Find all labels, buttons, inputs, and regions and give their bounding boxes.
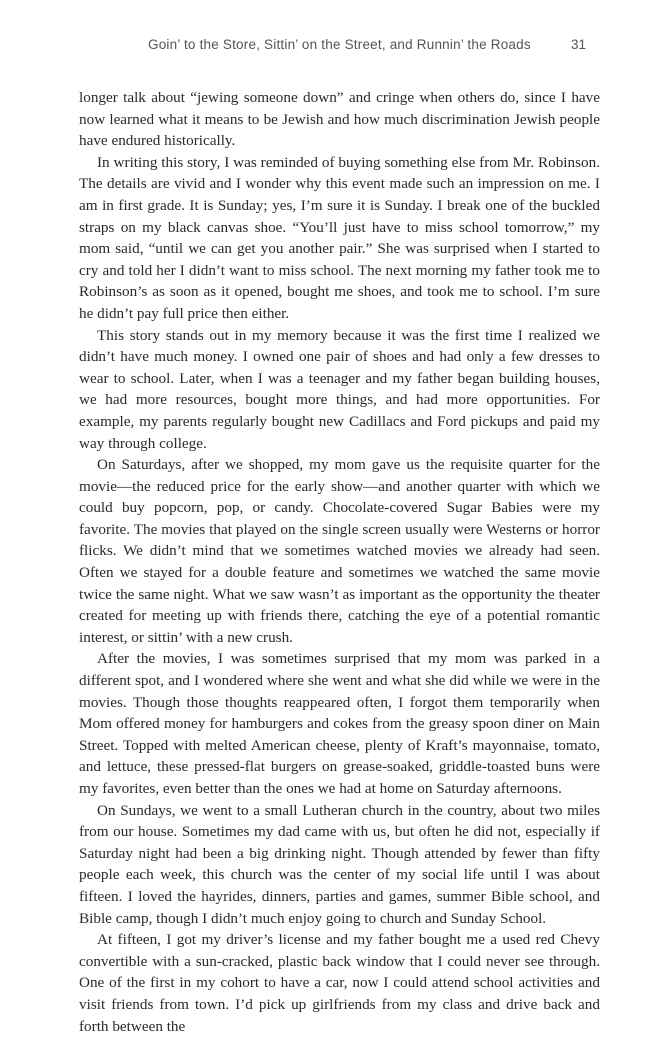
paragraph: longer talk about “jewing someone down” and cringe when others do, since I have now learned what it means to be Jewish and how much discrimination Jewish people have endured historically. [79, 89, 600, 150]
paragraph: At fifteen, I got my driver’s license and my father bought me a used red Chevy convertible with a sun-cracked, plastic back window that I could never see through. One of the first in my cohort to have a car, now I could attend school activities and visit friends from town. I’d pick up girlfriends from my class and drive back and forth between the [79, 931, 600, 1035]
running-title: Goin’ to the Store, Sittin’ on the Street, and Runnin’ the Roads [148, 37, 531, 52]
paragraph: After the movies, I was sometimes surprised that my mom was parked in a different spot, and I wondered where she went and what she did while we were in the movies. Though those thoughts reappeared often, I forgot them temporarily when Mom offered money for hamburgers and cokes from the greasy spoon diner on Main Street. Topped with melted American cheese, plenty of Kraft’s mayonnaise, tomato, and lettuce, these pressed-flat burgers on grease-soaked, griddle-toasted buns were my favorites, even better than the ones we had at home on Saturday afternoons. [79, 650, 600, 797]
paragraph: On Saturdays, after we shopped, my mom gave us the requisite quarter for the movie—the reduced price for the early show—and another quarter with which we could buy popcorn, pop, or candy. Chocolate-covered Sugar Babies were my favorite. The movies that played on the single screen usually were Westerns or horror flicks. We didn’t mind that we sometimes watched movies we already had seen. Often we stayed for a double feature and sometimes we watched the same movie twice the same night. What we saw wasn’t as important as the opportunity the theater created for meeting up with friends there, catching the eye of a potential romantic interest, or sittin’ with a new crush. [79, 456, 600, 646]
running-head [0, 37, 666, 57]
body-text [79, 87, 600, 1037]
page-number: 31 [570, 37, 586, 52]
paragraph: In writing this story, I was reminded of buying something else from Mr. Robinson. The details are vivid and I wonder why this event made such an impression on me. I am in first grade. It is Sunday; yes, I’m sure it is Sunday. I break one of the buckled straps on my black canvas shoe. “You’ll just have to miss school tomorrow,” my mom said, “until we can get you another pair.” She was surprised when I started to cry and told her I didn’t want to miss school. The next morning my father took me to Robinson’s as soon as it opened, bought me shoes, and took me to school. I’m sure he didn’t pay full price then either. [79, 153, 600, 322]
paragraph: This story stands out in my memory because it was the first time I realized we didn’t have much money. I owned one pair of shoes and had only a few dresses to wear to school. Later, when I was a teenager and my father began building houses, we had more resources, bought more things, and had more opportunities. For example, my parents regularly bought new Cadillacs and Ford pickups and paid my way through college. [79, 326, 600, 452]
paragraph: On Sundays, we went to a small Lutheran church in the country, about two miles from our house. Sometimes my dad came with us, but often he did not, especially if Saturday night had been a big drinking night. Though attended by fewer than fifty people each week, this church was the center of my social life until I was about fifteen. I loved the hayrides, dinners, parties and games, summer Bible school, and Bible camp, though I didn’t much enjoy going to church and Sunday School. [79, 801, 600, 927]
